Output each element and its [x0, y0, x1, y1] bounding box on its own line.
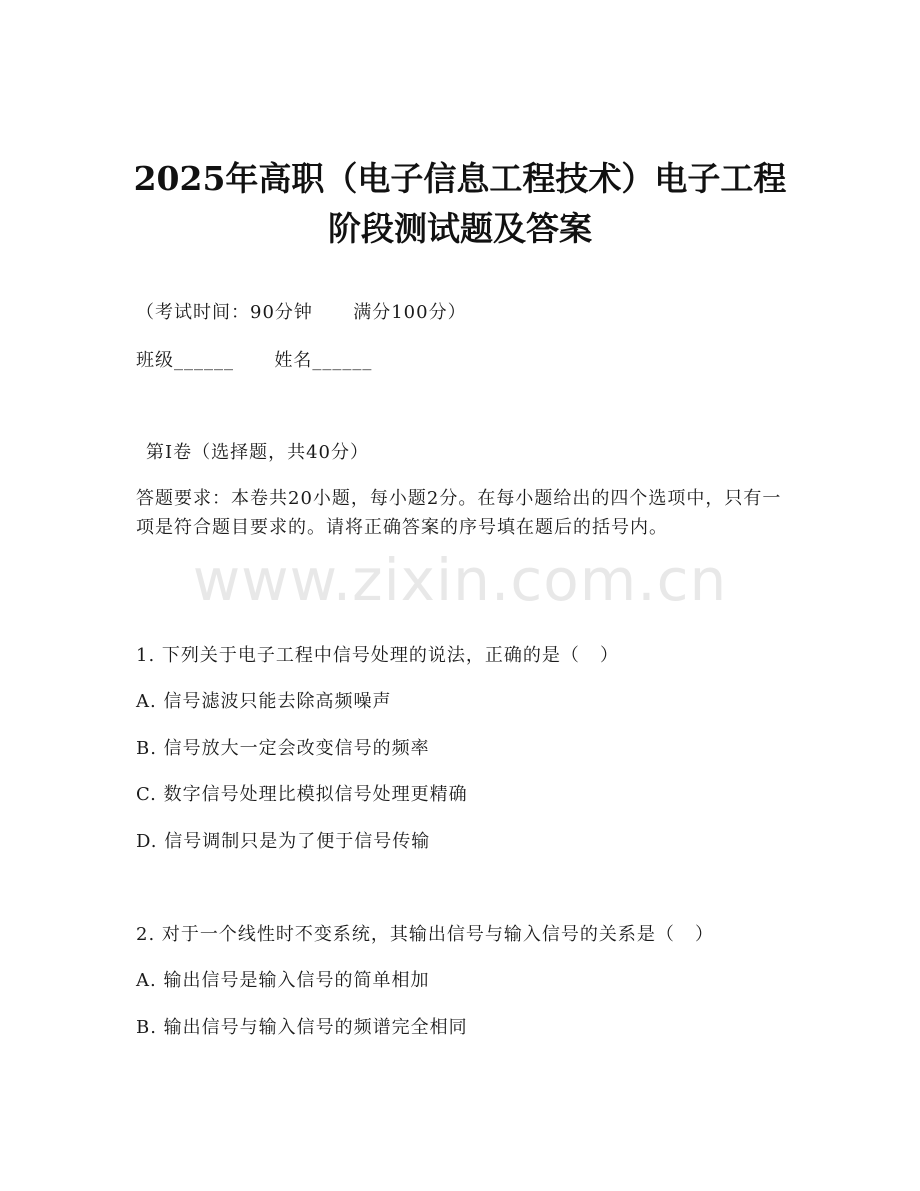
- question-1-stem: 1. 下列关于电子工程中信号处理的说法，正确的是（ ）: [136, 645, 620, 666]
- class-name-line: 班级______ 姓名______: [136, 350, 373, 371]
- question-1-option-b: B. 信号放大一定会改变信号的频率: [136, 738, 430, 759]
- document-title-line-1: 2025年高职（电子信息工程技术）电子工程: [133, 159, 787, 198]
- document-title-line-2: 阶段测试题及答案: [328, 209, 592, 248]
- section-heading: 第I卷（选择题，共40分）: [146, 442, 370, 463]
- watermark: www.zixin.com.cn: [192, 546, 728, 614]
- exam-info: （考试时间：90分钟 满分100分）: [136, 302, 467, 323]
- instructions: 答题要求：本卷共20小题，每小题2分。在每小题给出的四个选项中，只有一项是符合题目要求的。请将正确答案的序号填在题后的括号内。: [136, 488, 782, 538]
- question-1-option-c: C. 数字信号处理比模拟信号处理更精确: [136, 784, 468, 805]
- question-2-option-a: A. 输出信号是输入信号的简单相加: [136, 970, 430, 991]
- question-2-stem: 2. 对于一个线性时不变系统，其输出信号与输入信号的关系是（ ）: [136, 924, 715, 945]
- question-1-option-a: A. 信号滤波只能去除高频噪声: [136, 691, 392, 712]
- question-2-option-b: B. 输出信号与输入信号的频谱完全相同: [136, 1017, 468, 1038]
- question-1-option-d: D. 信号调制只是为了便于信号传输: [136, 831, 431, 852]
